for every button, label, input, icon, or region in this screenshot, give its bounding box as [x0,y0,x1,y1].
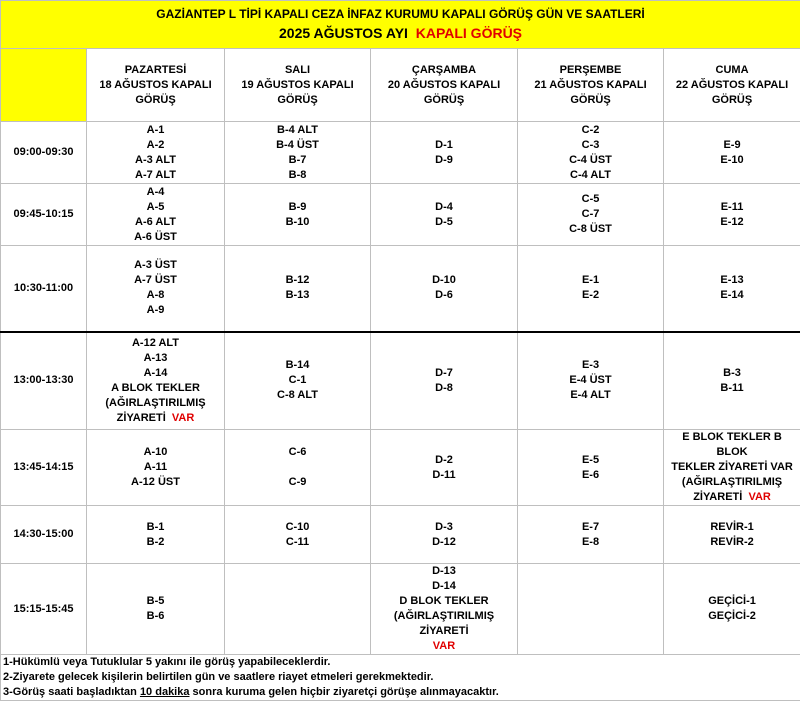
cell-fri [664,184,800,246]
unit-label: C-4 ÜST [520,153,661,168]
unit-label: E-11 [666,200,798,215]
unit-label: A BLOK TEKLER [89,381,222,396]
unit-label: E-5 [520,453,661,468]
unit-label: C-9 [227,475,368,490]
cell-thu [518,122,664,184]
unit-label: D-8 [373,381,515,396]
unit-label: E-9 [666,138,798,153]
unit-label: D-6 [373,288,515,303]
unit-label: D-5 [373,215,515,230]
day-header-fri: CUMA 22 AĞUSTOS KAPALI GÖRÜŞ [664,49,800,122]
unit-label: E-1 [520,273,661,288]
unit-label: A-13 [89,351,222,366]
unit-label: B-1 [89,520,222,535]
unit-label: B-13 [227,288,368,303]
unit-label: A-14 [89,366,222,381]
cell-fri [664,430,800,506]
cell-wed [371,332,518,430]
unit-label: E-4 ALT [520,388,661,403]
schedule-row [1,246,800,332]
unit-label: A-10 [89,445,222,460]
time-slot: 09:00-09:30 [1,122,87,184]
corner-cell [1,49,87,122]
cell-tue [225,430,371,506]
cell-fri [664,122,800,184]
unit-label: B-9 [227,200,368,215]
cell-mon [87,506,225,564]
time-slot: 14:30-15:00 [1,506,87,564]
cell-thu [518,564,664,655]
unit-label: A-8 [89,288,222,303]
cell-wed [371,184,518,246]
unit-label: B-14 [227,358,368,373]
note-3: 3-Görüş saati başladıktan 10 dakika sonra kuruma gelen hiçbir ziyaretçi görüşe alınmayacaktır. [3,685,798,700]
unit-label: TEKLER ZİYARETİ VAR [666,460,798,475]
cell-mon [87,184,225,246]
visit-note: VAR [373,639,515,654]
unit-label: E-13 [666,273,798,288]
footer-notes [1,655,800,701]
time-slot: 13:45-14:15 [1,430,87,506]
unit-label: E-2 [520,288,661,303]
unit-label: A-2 [89,138,222,153]
unit-label: A-7 ALT [89,168,222,183]
unit-label: B-7 [227,153,368,168]
unit-label: C-2 [520,123,661,138]
unit-label: E BLOK TEKLER B BLOK [666,430,798,460]
cell-tue [225,246,371,332]
unit-label: C-7 [520,207,661,222]
cell-mon [87,430,225,506]
unit-label: REVİR-1 [666,520,798,535]
time-slot: 15:15-15:45 [1,564,87,655]
cell-tue [225,184,371,246]
schedule-row [1,506,800,564]
schedule-row [1,122,800,184]
unit-label: B-12 [227,273,368,288]
unit-label: A-7 ÜST [89,273,222,288]
unit-label: E-6 [520,468,661,483]
cell-mon [87,122,225,184]
cell-fri [664,246,800,332]
unit-label: D-10 [373,273,515,288]
note-1: 1-Hükümlü veya Tutuklular 5 yakını ile görüş yapabileceklerdir. [3,655,798,670]
unit-label: E-3 [520,358,661,373]
unit-label: A-9 [89,303,222,318]
header-month: 2025 AĞUSTOS AYI [279,25,408,41]
cell-thu [518,332,664,430]
cell-wed [371,246,518,332]
unit-label: A-6 ALT [89,215,222,230]
unit-label: A-6 ÜST [89,230,222,245]
schedule-row [1,332,800,430]
note-2: 2-Ziyarete gelecek kişilerin belirtilen gün ve saatlere riayet etmeleri gerekmektedir. [3,670,798,685]
day-header-tue: SALI 19 AĞUSTOS KAPALI GÖRÜŞ [225,49,371,122]
unit-label: E-14 [666,288,798,303]
unit-label: C-8 ÜST [520,222,661,237]
visit-note: ZİYARETİ VAR [666,490,798,505]
unit-label: D BLOK TEKLER [373,594,515,609]
unit-label: D-1 [373,138,515,153]
unit-label: D-4 [373,200,515,215]
unit-label: (AĞIRLAŞTIRILMIŞ [666,475,798,490]
unit-label: E-8 [520,535,661,550]
unit-label: B-6 [89,609,222,624]
day-header-thu: PERŞEMBE 21 AĞUSTOS KAPALI GÖRÜŞ [518,49,664,122]
unit-label: A-5 [89,200,222,215]
unit-label: D-9 [373,153,515,168]
cell-tue [225,122,371,184]
unit-label: C-8 ALT [227,388,368,403]
unit-label: B-11 [666,381,798,396]
unit-label: A-12 ALT [89,336,222,351]
cell-tue [225,332,371,430]
unit-label: C-5 [520,192,661,207]
unit-label: C-4 ALT [520,168,661,183]
unit-label: D-2 [373,453,515,468]
cell-wed [371,506,518,564]
unit-label [227,460,368,475]
unit-label: C-11 [227,535,368,550]
cell-thu [518,506,664,564]
unit-label: D-7 [373,366,515,381]
unit-label: B-3 [666,366,798,381]
unit-label: A-4 [89,185,222,200]
cell-thu [518,246,664,332]
time-slot: 13:00-13:30 [1,332,87,430]
unit-label: A-3 ALT [89,153,222,168]
day-header-wed: ÇARŞAMBA 20 AĞUSTOS KAPALI GÖRÜŞ [371,49,518,122]
unit-label: GEÇİCİ-2 [666,609,798,624]
day-header-mon: PAZARTESİ 18 AĞUSTOS KAPALI GÖRÜŞ [87,49,225,122]
unit-label: E-7 [520,520,661,535]
unit-label: A-12 ÜST [89,475,222,490]
cell-fri [664,332,800,430]
unit-label: D-11 [373,468,515,483]
unit-label: B-10 [227,215,368,230]
unit-label: B-4 ALT [227,123,368,138]
schedule-header [1,1,800,49]
unit-label: B-5 [89,594,222,609]
time-slot: 10:30-11:00 [1,246,87,332]
cell-fri [664,564,800,655]
unit-label: (AĞIRLAŞTIRILMIŞ ZİYARETİ [373,609,515,639]
unit-label: C-1 [227,373,368,388]
unit-label: A-3 ÜST [89,258,222,273]
schedule-row [1,564,800,655]
cell-wed [371,430,518,506]
unit-label: B-2 [89,535,222,550]
header-type: KAPALI GÖRÜŞ [416,25,522,41]
unit-label: D-14 [373,579,515,594]
cell-mon [87,246,225,332]
unit-label: E-4 ÜST [520,373,661,388]
cell-wed [371,564,518,655]
cell-mon [87,332,225,430]
cell-fri [664,506,800,564]
unit-label: D-3 [373,520,515,535]
schedule-row [1,430,800,506]
unit-label: A-1 [89,123,222,138]
schedule-row [1,184,800,246]
unit-label: C-6 [227,445,368,460]
unit-label: GEÇİCİ-1 [666,594,798,609]
unit-label: D-12 [373,535,515,550]
header-subtitle [3,23,798,43]
cell-mon [87,564,225,655]
visit-note: ZİYARETİ VAR [89,411,222,426]
cell-tue [225,506,371,564]
unit-label: REVİR-2 [666,535,798,550]
unit-label: (AĞIRLAŞTIRILMIŞ [89,396,222,411]
cell-wed [371,122,518,184]
unit-label: A-11 [89,460,222,475]
unit-label: D-13 [373,564,515,579]
unit-label: E-12 [666,215,798,230]
unit-label: C-3 [520,138,661,153]
cell-thu [518,430,664,506]
header-title: GAZİANTEP L TİPİ KAPALI CEZA İNFAZ KURUMU KAPALI GÖRÜŞ GÜN VE SAATLERİ [3,6,798,23]
cell-tue [225,564,371,655]
cell-thu [518,184,664,246]
unit-label: B-4 ÜST [227,138,368,153]
time-slot: 09:45-10:15 [1,184,87,246]
unit-label: C-10 [227,520,368,535]
unit-label: B-8 [227,168,368,183]
unit-label: E-10 [666,153,798,168]
